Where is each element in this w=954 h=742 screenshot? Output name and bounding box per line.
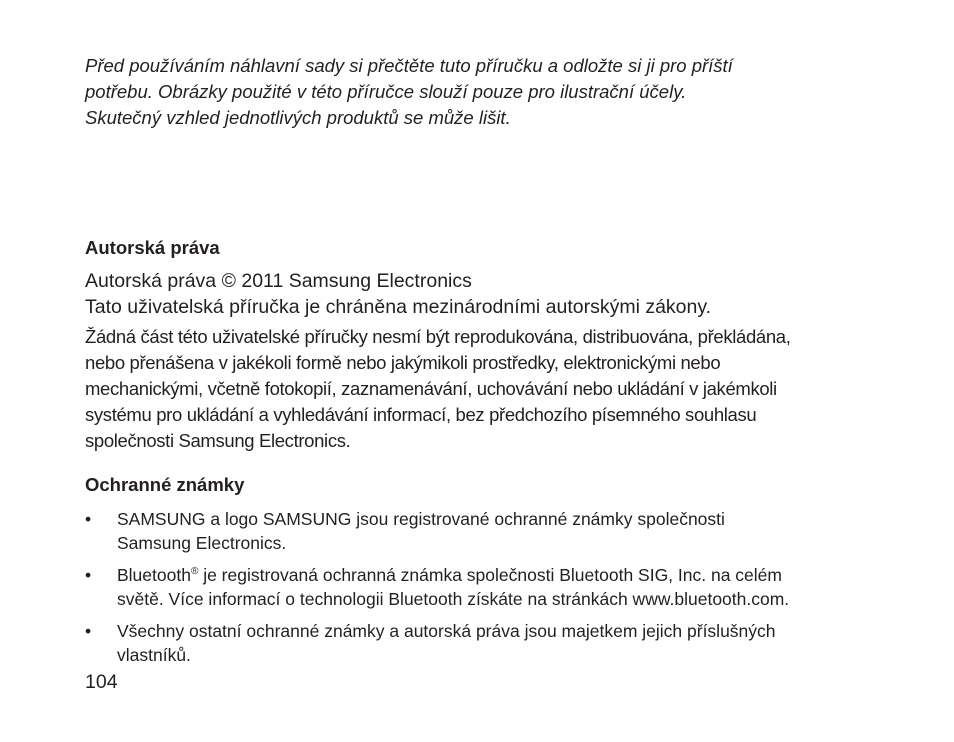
page-number: 104 — [85, 671, 118, 693]
paragraph-line: systému pro ukládání a vyhledávání informací, bez předchozího písemného souhlasu — [85, 404, 757, 425]
paragraph-line: Žádná část této uživatelské příručky nesmí být reprodukována, distribuována, překládána, — [85, 326, 791, 347]
copyright-statement: Autorská práva © 2011 Samsung Electronics — [85, 270, 472, 292]
bluetooth-word: Bluetooth — [117, 565, 191, 585]
list-item-line: vlastníků. — [117, 645, 191, 665]
bullet-icon: • — [85, 509, 92, 529]
list-item — [85, 619, 885, 667]
list-item-line: SAMSUNG a logo SAMSUNG jsou registrované ochranné známky společnosti — [117, 509, 725, 529]
list-item-line: Samsung Electronics. — [117, 533, 287, 553]
copyright-heading: Autorská práva — [85, 237, 220, 258]
intro-line: Před používáním náhlavní sady si přečtěte tuto příručku a odložte si ji pro příští — [85, 55, 733, 76]
list-item — [85, 507, 885, 555]
paragraph-line: mechanickými, včetně fotokopií, zaznamenávání, uchovávání nebo ukládání v jakémkoli — [85, 378, 777, 399]
paragraph-line: nebo přenášena v jakékoli formě nebo jakýmikoli prostředky, elektronickými nebo — [85, 352, 721, 373]
manual-page — [85, 0, 885, 742]
registered-mark: ® — [190, 566, 199, 578]
copyright-protection-note: Tato uživatelská příručka je chráněna mezinárodními autorskými zákony. — [85, 296, 712, 318]
paragraph-line: společnosti Samsung Electronics. — [85, 430, 351, 451]
intro-notice — [85, 53, 875, 131]
list-item-text: je registrovaná ochranná známka společnosti Bluetooth SIG, Inc. na celém — [198, 565, 782, 585]
copyright-paragraph — [85, 324, 885, 454]
bullet-icon: • — [85, 621, 92, 641]
trademarks-heading: Ochranné známky — [85, 474, 245, 495]
trademarks-list — [85, 507, 885, 675]
list-item-line — [117, 563, 885, 587]
list-item-line: Všechny ostatní ochranné známky a autorská práva jsou majetkem jejich příslušných — [117, 621, 776, 641]
intro-line: Skutečný vzhled jednotlivých produktů se může lišit. — [85, 107, 511, 128]
intro-line: potřebu. Obrázky použité v této příručce slouží pouze pro ilustrační účely. — [85, 81, 687, 102]
bullet-icon: • — [85, 565, 92, 585]
list-item — [85, 563, 885, 611]
list-item-line: světě. Více informací o technologii Bluetooth získáte na stránkách www.bluetooth.com. — [117, 589, 790, 609]
